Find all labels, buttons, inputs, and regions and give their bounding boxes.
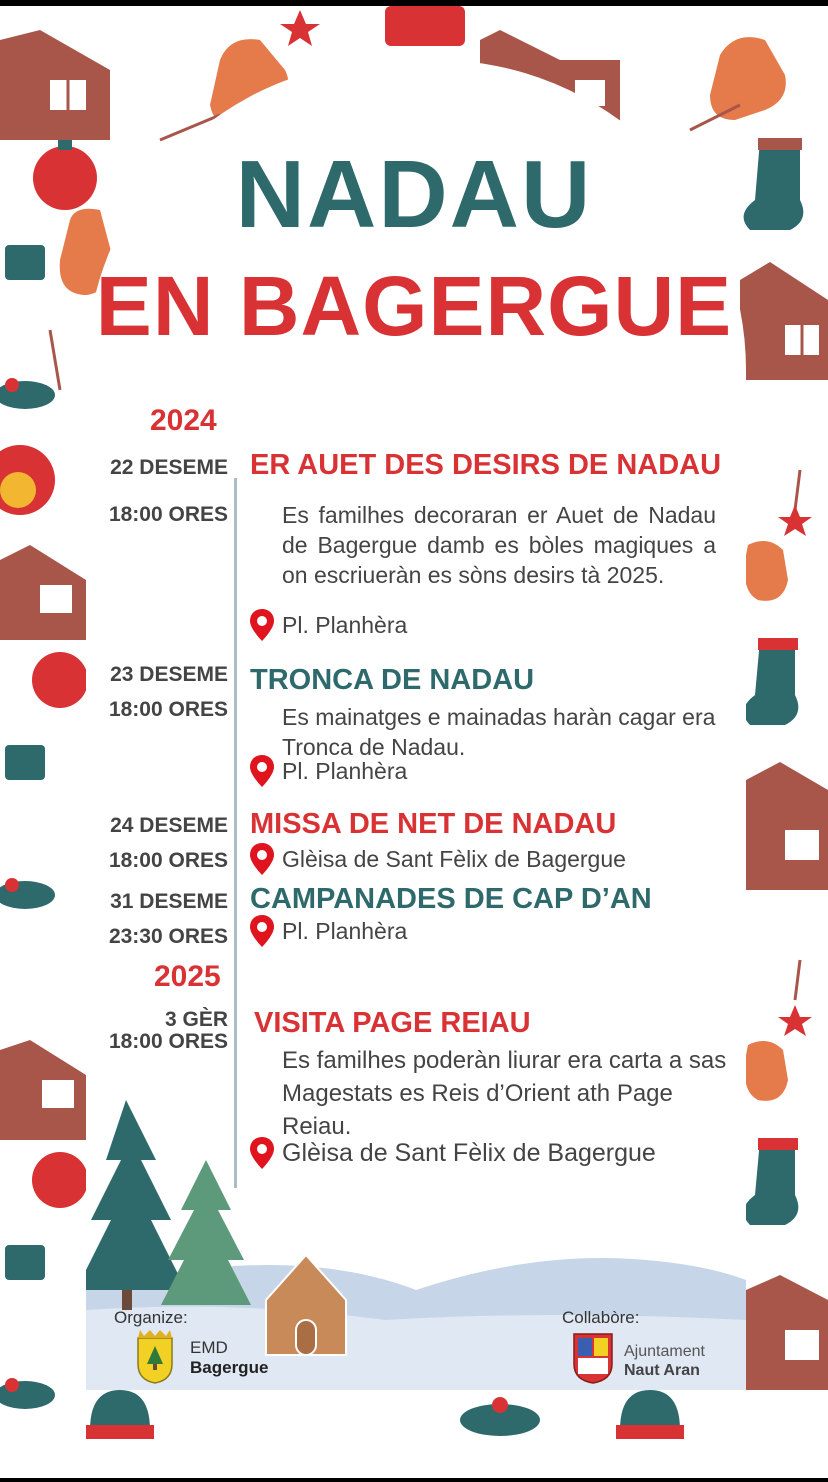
event-date: 24 DESEME [110, 814, 228, 837]
fir-tree-icon [86, 1100, 186, 1310]
event-time: 18:00 ORES [108, 849, 228, 872]
location-text: Glèisa de Sant Fèlix de Bagergue [282, 845, 626, 872]
event-date: 31 DESEME [110, 890, 228, 913]
organizer-label: Organize: [114, 1308, 188, 1327]
event-location [250, 842, 626, 876]
event-date: 3 GÈR [164, 1008, 228, 1031]
map-pin-icon [250, 915, 274, 947]
event-date: 23 DESEME [110, 663, 228, 686]
organizer-name: EMD Bagergue [190, 1338, 269, 1377]
event-title: ER AUET DES DESIRS DE NADAU [250, 449, 722, 481]
event-description: Es familhes poderàn liurar era carta a sas Magestats es Reis d’Orient ath Page Reiau. [282, 1047, 727, 1140]
event-title: TRONCA DE NADAU [250, 664, 535, 696]
naut-aran-crest-icon [572, 1332, 614, 1384]
event-location [250, 754, 407, 788]
event-title: VISITA PAGE REIAU [254, 1007, 531, 1039]
event-title: CAMPANADES DE CAP D’AN [250, 883, 652, 915]
title-line-2: EN BAGERGUE [95, 259, 733, 353]
map-pin-icon [250, 609, 274, 641]
event-description: Es mainatges e mainadas haràn cagar era Tronca de Nadau. [282, 704, 716, 760]
year-label: 2024 [150, 404, 217, 437]
house-icon [0, 1040, 86, 1140]
top-border [0, 0, 828, 6]
map-pin-icon [250, 843, 274, 875]
year-label: 2025 [154, 960, 221, 993]
location-text: Pl. Planhèra [282, 757, 408, 784]
emd-bagergue-crest-icon [134, 1328, 176, 1384]
event-time: 23:30 ORES [108, 925, 228, 948]
event-time: 18:00 ORES [108, 1030, 228, 1053]
event-date: 22 DESEME [110, 456, 228, 479]
hat-icon [86, 1390, 684, 1439]
collaborator-label: Collabòre: [562, 1308, 640, 1327]
sweater-icon [385, 6, 465, 46]
footer-sponsors [86, 1280, 746, 1390]
timeline-line [234, 478, 237, 1188]
collaborator-name: Ajuntament Naut Aran [624, 1343, 705, 1379]
map-pin-icon [250, 755, 274, 787]
event-title: MISSA DE NET DE NADAU [250, 808, 617, 840]
title-line-1: NADAU [235, 141, 593, 248]
location-text: Pl. Planhèra [282, 611, 408, 638]
event-location [250, 914, 407, 948]
house-icon [746, 762, 828, 890]
event-time: 18:00 ORES [108, 698, 228, 721]
event-description: Es familhes decoraran er Auet de Nadau de Bagergue damb es bòles magiques a on escriueràn es sòns desirs tà 2025. [282, 502, 716, 588]
event-time: 18:00 ORES [108, 503, 228, 526]
location-text: Pl. Planhèra [282, 917, 408, 944]
bottom-border [0, 1478, 828, 1482]
map-pin-icon [250, 1137, 274, 1169]
event-location [250, 608, 407, 642]
location-text: Glèisa de Sant Fèlix de Bagergue [282, 1138, 656, 1167]
house-icon [0, 30, 110, 140]
house-icon [0, 545, 86, 640]
event-location [250, 1136, 656, 1170]
house-icon [746, 1275, 828, 1390]
